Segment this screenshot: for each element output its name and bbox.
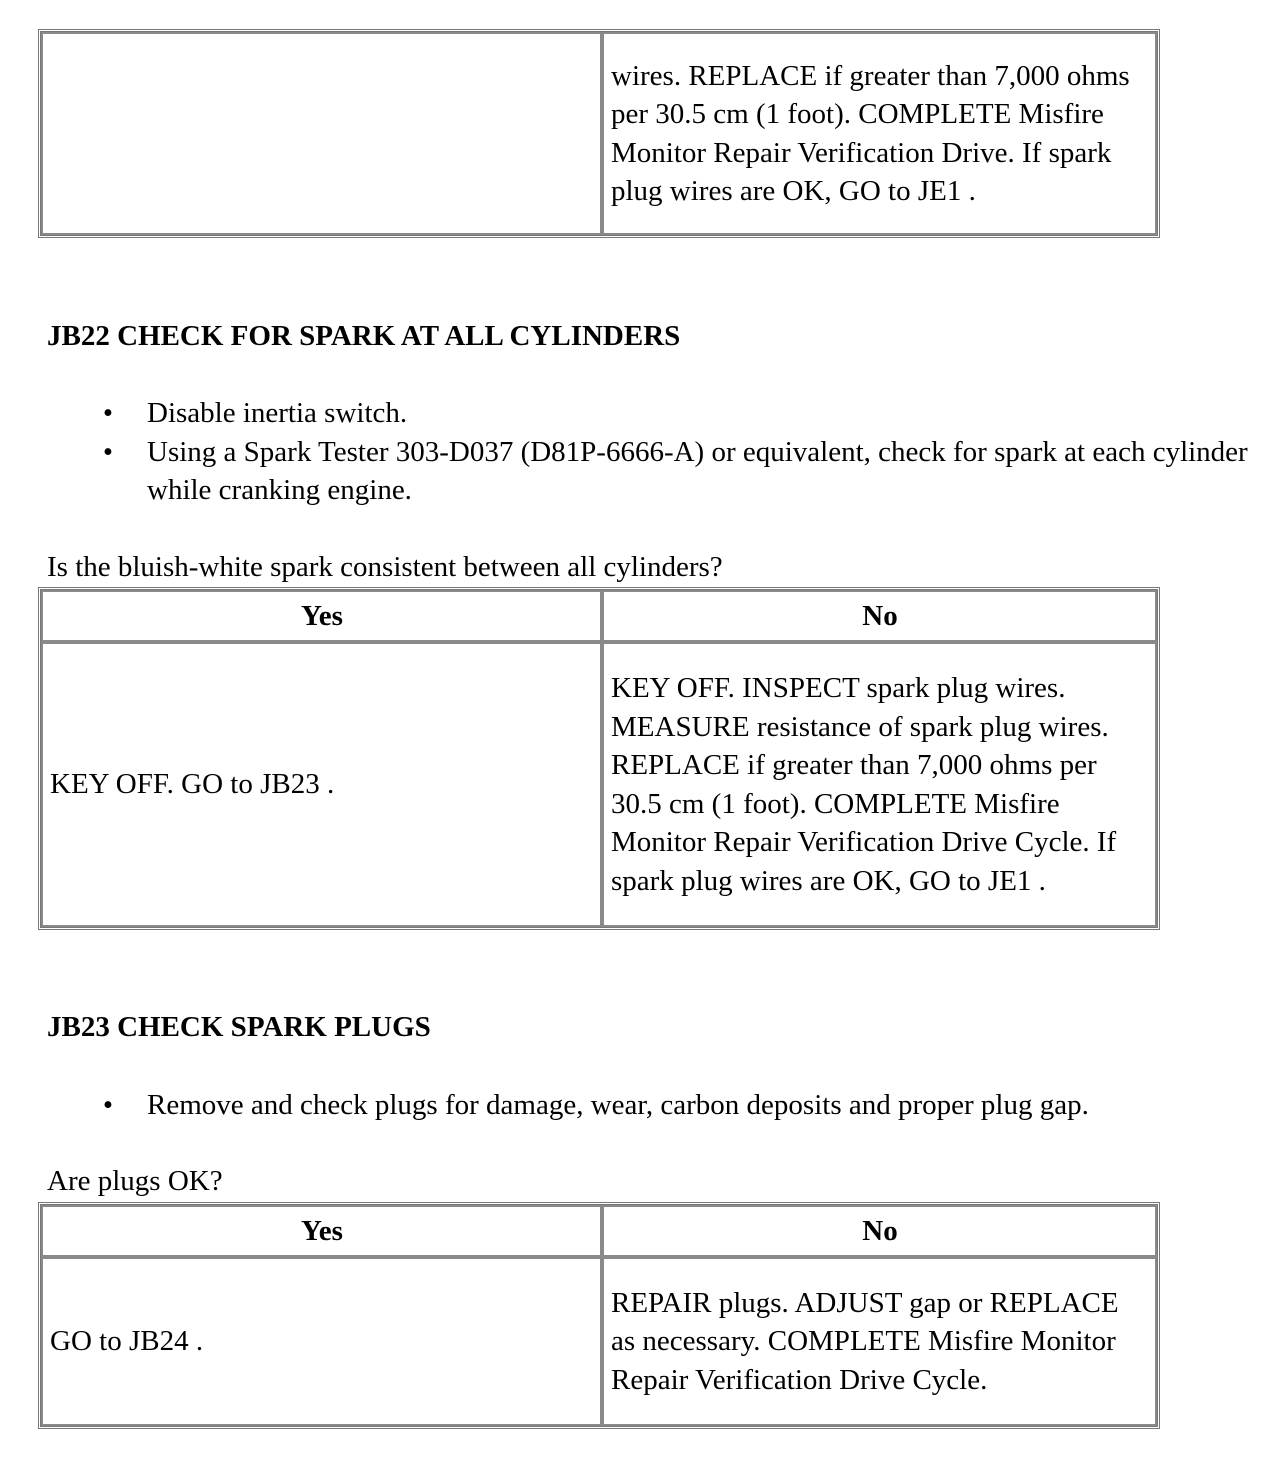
table-row (41, 1257, 1157, 1426)
continuation-table (38, 29, 1160, 238)
jb23-bullet-list (47, 1086, 1267, 1125)
bullet-icon: • (102, 397, 114, 429)
list-item (47, 394, 1267, 433)
table-row (41, 32, 1157, 235)
jb22-yes-no-table (38, 587, 1160, 930)
no-cell: KEY OFF. INSPECT spark plug wires. MEASURE resistance of spark plug wires. REPLACE if greater than 7,000 ohms per 30.5 cm (1 foot). COMPLETE Misfire Monitor Repair Verification Drive Cycle. If spark plug wires are OK, GO to JE1 . (602, 642, 1157, 927)
list-item-text: Disable inertia switch. (147, 397, 408, 429)
list-item (47, 433, 1267, 510)
table-header-row (41, 590, 1157, 642)
jb22-question: Is the bluish-white spark consistent between all cylinders? (47, 551, 723, 583)
table-header-row (41, 1205, 1157, 1257)
bullet-icon: • (102, 1089, 114, 1121)
table-row (41, 642, 1157, 927)
yes-column-header: Yes (41, 590, 602, 642)
yes-cell: KEY OFF. GO to JB23 . (41, 642, 602, 927)
continuation-right-cell: wires. REPLACE if greater than 7,000 ohms per 30.5 cm (1 foot). COMPLETE Misfire Monitor Repair Verification Drive. If spark plug wires are OK, GO to JE1 . (602, 32, 1157, 235)
jb22-heading: JB22 CHECK FOR SPARK AT ALL CYLINDERS (47, 320, 681, 352)
no-column-header: No (602, 1205, 1157, 1257)
jb22-bullet-list (47, 394, 1267, 510)
jb23-yes-no-table (38, 1202, 1160, 1429)
yes-column-header: Yes (41, 1205, 602, 1257)
continuation-left-cell (41, 32, 602, 235)
list-item (47, 1086, 1267, 1125)
no-cell: REPAIR plugs. ADJUST gap or REPLACE as necessary. COMPLETE Misfire Monitor Repair Verification Drive Cycle. (602, 1257, 1157, 1426)
bullet-icon: • (102, 435, 114, 468)
no-column-header: No (602, 590, 1157, 642)
list-item-text: Remove and check plugs for damage, wear, carbon deposits and proper plug gap. (147, 1089, 1089, 1121)
jb23-heading: JB23 CHECK SPARK PLUGS (47, 1011, 431, 1043)
list-item-text: Using a Spark Tester 303-D037 (D81P-6666-A) or equivalent, check for spark at each cylinder while cranking engine. (147, 435, 1248, 506)
jb23-question: Are plugs OK? (47, 1165, 223, 1197)
yes-cell: GO to JB24 . (41, 1257, 602, 1426)
